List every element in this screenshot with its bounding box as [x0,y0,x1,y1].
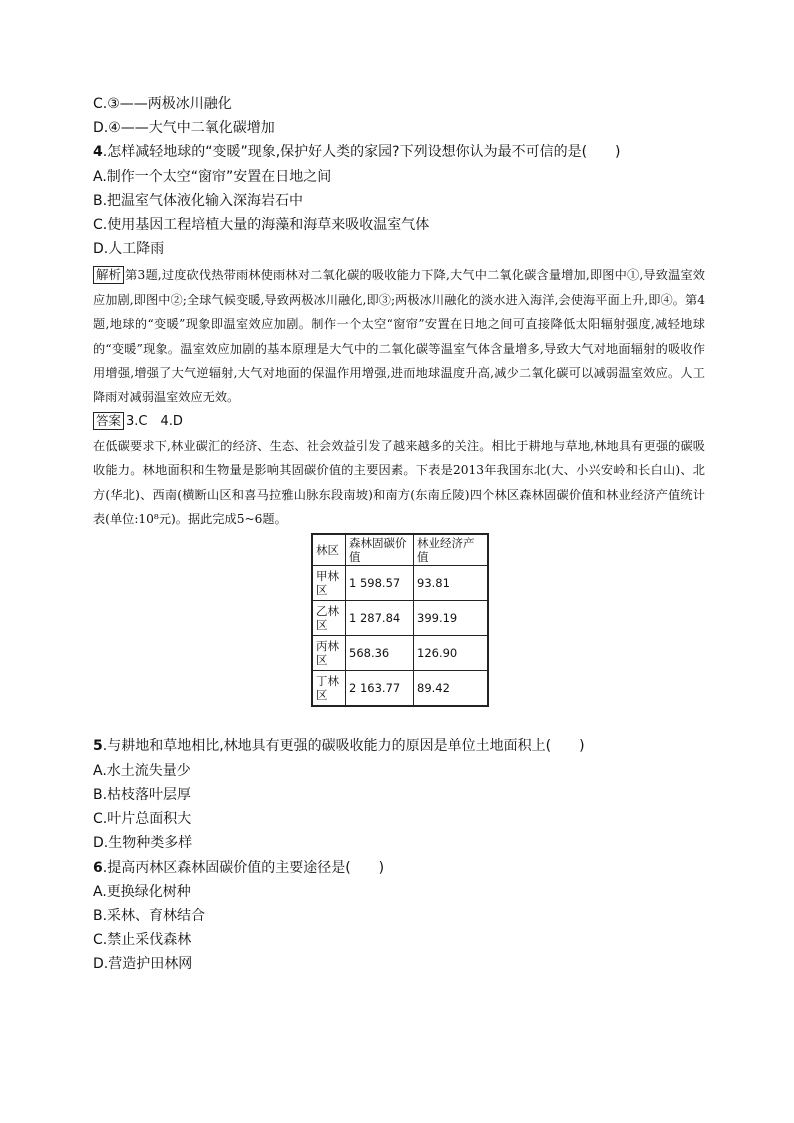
answer-block [93,410,705,434]
table-row [312,636,488,671]
q4-stem [93,140,705,164]
table-cell: 126.90 [414,636,489,671]
table-cell: 93.81 [414,566,489,601]
table-row [312,671,488,707]
answer-text: 3.C 4.D [126,413,183,429]
material-intro: 在低碳要求下,林业碳汇的经济、生态、社会效益引发了越来越多的关注。相比于耕地与草地,林地具有更强的碳吸收能力。林地面积和生物量是影响其固碳价值的主要因素。下表是2013年我国东北(大、小兴安岭和长白山)、北方(华北)、西南(横断山区和喜马拉雅山脉东段南坡)和南方(东南丘陵)四个林区森林固碳价值和林业经济产值统计表(单位:10⁸元)。据此完成5~6题。 [93,438,705,527]
forest-table [311,533,489,707]
q5-option-c: C.叶片总面积大 [93,811,192,828]
q4-stem-text: .怎样减轻地球的“变暖”现象,保护好人类的家园?下列设想你认为最不可信的是( ) [102,144,621,161]
table-header-cell: 林区 [312,534,346,566]
q4-option-d: D.人工降雨 [93,241,165,258]
table-row [312,566,488,601]
q6-number: 6 [93,859,103,876]
q6-stem [93,856,705,880]
q3-option-c: C.③——两极冰川融化 [93,96,232,112]
table-cell: 89.42 [414,671,489,707]
q5-stem [93,734,705,758]
table-cell: 568.36 [346,636,414,671]
q6-option-a: A.更换绿化树种 [93,883,191,900]
q5-number: 5 [93,738,103,755]
q5-option-b: B.枯枝落叶层厚 [93,786,192,803]
table-header-cell: 森林固碳价值 [346,534,414,566]
answer-label: 答案 [93,412,124,430]
q5-stem-text: .与耕地和草地相比,林地具有更强的碳吸收能力的原因是单位土地面积上( ) [102,738,585,755]
q6-option-b: B.采林、育林结合 [93,907,206,924]
table-header-row [312,534,488,566]
q5-option-a: A.水土流失量少 [93,762,191,779]
q4-option-b: B.把温室气体液化输入深海岩石中 [93,192,304,209]
table-row [312,601,488,636]
q4-option-c: C.使用基因工程培植大量的海藻和海草来吸收温室气体 [93,217,430,234]
table-cell: 乙林区 [312,601,346,636]
q5-option-d: D.生物种类多样 [93,835,193,852]
q6-option-c: C.禁止采伐森林 [93,932,192,949]
q4-number: 4 [93,144,103,161]
table-cell: 丙林区 [312,636,346,671]
analysis-text: 第3题,过度砍伐热带雨林使雨林对二氧化碳的吸收能力下降,大气中二氧化碳含量增加,即图中①,导致温室效应加剧,即图中②;全球气候变暖,导致两极冰川融化,即③;两极冰川融化的淡水进入海洋,会使海平面上升,即④。第4题,地球的“变暖”现象即温室效应加剧。制作一个太空“窗帘”安置在日地之间可直接降低太阳辐射强度,减轻地球的“变暖”现象。温室效应加剧的基本原理是大气中的二氧化碳等温室气体含量增多,导致大气对地面辐射的吸收作用增强,增强了大气逆辐射,大气对地面的保温作用增强,进而地球温度升高,减少二氧化碳可以减弱温室效应。人工降雨对减弱温室效应无效。 [93,268,705,405]
table-cell: 1 598.57 [346,566,414,601]
table-cell: 丁林区 [312,671,346,707]
table-cell: 甲林区 [312,566,346,601]
table-cell: 399.19 [414,601,489,636]
q6-option-d: D.营造护田林网 [93,956,193,973]
analysis-block [93,263,705,409]
table-cell: 2 163.77 [346,671,414,707]
q3-option-d: D.④——大气中二氧化碳增加 [93,120,275,137]
q6-stem-text: .提高丙林区森林固碳价值的主要途径是( ) [102,859,385,876]
table-header-cell: 林业经济产值 [414,534,489,566]
q4-option-a: A.制作一个太空“窗帘”安置在日地之间 [93,168,332,185]
table-cell: 1 287.84 [346,601,414,636]
document-page [93,92,705,977]
analysis-label: 解析 [93,266,124,284]
